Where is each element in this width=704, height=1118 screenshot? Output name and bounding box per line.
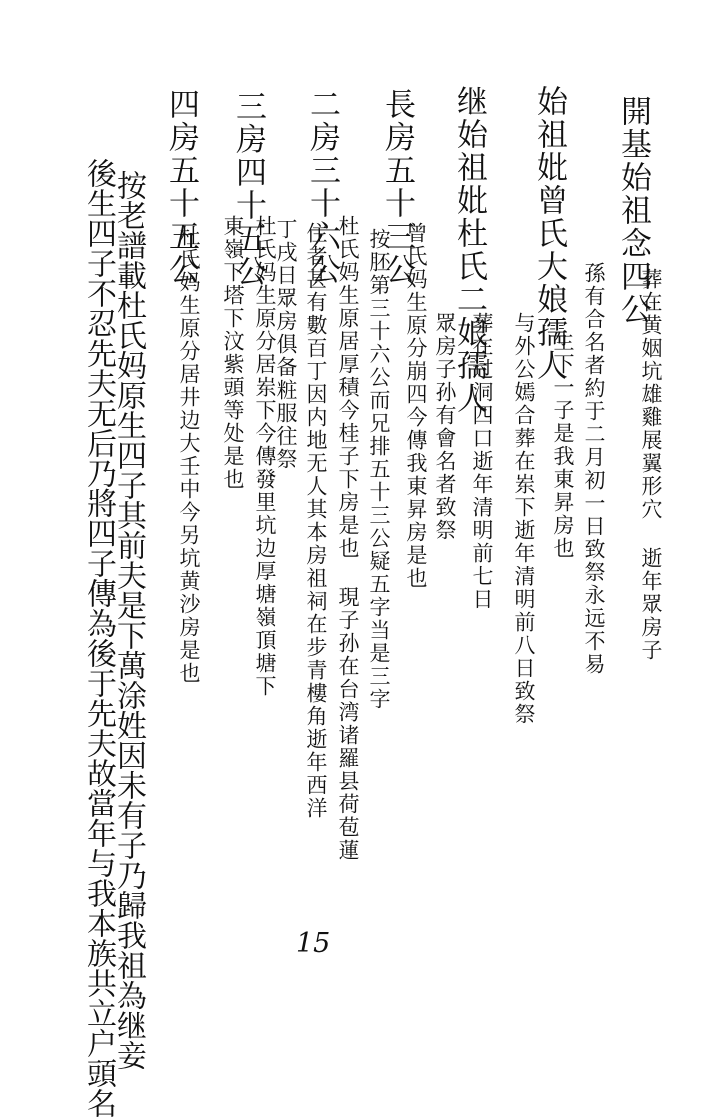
text-column-5: 生下一子是我東昇房也 (551, 330, 575, 560)
text-column-6: 与外公嫣合葬在岽下逝年清明前八日致祭 (512, 312, 536, 726)
text-column-3: 孫有合名者約于二月初一日致祭永远不易 (582, 262, 606, 676)
text-column-23: 後生四子不忍先夫无后乃將四子傳為後于先夫故當年与我本族共立户頭名 (81, 158, 116, 1118)
text-column-11: 曾氏妈生原分崩四今傳我東昇房是也 (404, 222, 428, 590)
text-column-16: 丁戌日眾房俱备粧服往祭 (274, 218, 298, 471)
text-column-9: 眾房子孙有會名者致祭 (433, 312, 457, 542)
text-column-1: 開基始祖念四公 (615, 95, 651, 326)
text-column-7: 继始祖妣杜氏二娘孺人 (451, 85, 487, 415)
page-number: 15 (296, 928, 331, 959)
text-column-21: 杜氏妈生原分居井边大壬中今另坑黄沙房是也 (177, 225, 201, 685)
text-column-8: 葬在过洞四口逝年清明前七日 (470, 312, 494, 611)
text-column-15: 住者甚有數百丁因内地无人其本房祖祠在步青樓角逝年西洋 (304, 222, 328, 820)
text-column-20: 四房五十五公 (163, 88, 199, 286)
text-column-10: 長房五十三公 (379, 88, 415, 286)
text-column-13: 二房三十六公 (304, 88, 340, 286)
text-column-4: 始祖妣曾氏大娘孺人 (531, 85, 567, 382)
text-column-12: 按胚第三十六公而兄排五十三公疑五字当是三字 (367, 228, 391, 711)
text-column-2: 葬在黄姻坑雄雞展翼形穴 逝年眾房子 (639, 268, 663, 662)
text-column-22: 按老譜載杜氏妈原生四子其前夫是下萬涂姓因未有子乃歸我祖為继妾 (111, 170, 146, 1070)
text-column-19: 東嶺下塔下汶紫頭等处是也 (221, 215, 245, 491)
text-column-17: 三房四十五公 (230, 90, 266, 288)
text-column-18: 杜氏妈生原分居岽下今傳發里坑边厚塘嶺頂塘下 (253, 215, 277, 698)
text-column-14: 杜氏妈生原居厚積今桂子下房是也 現子孙在台湾诸羅县荷苞蓮 (336, 215, 360, 862)
